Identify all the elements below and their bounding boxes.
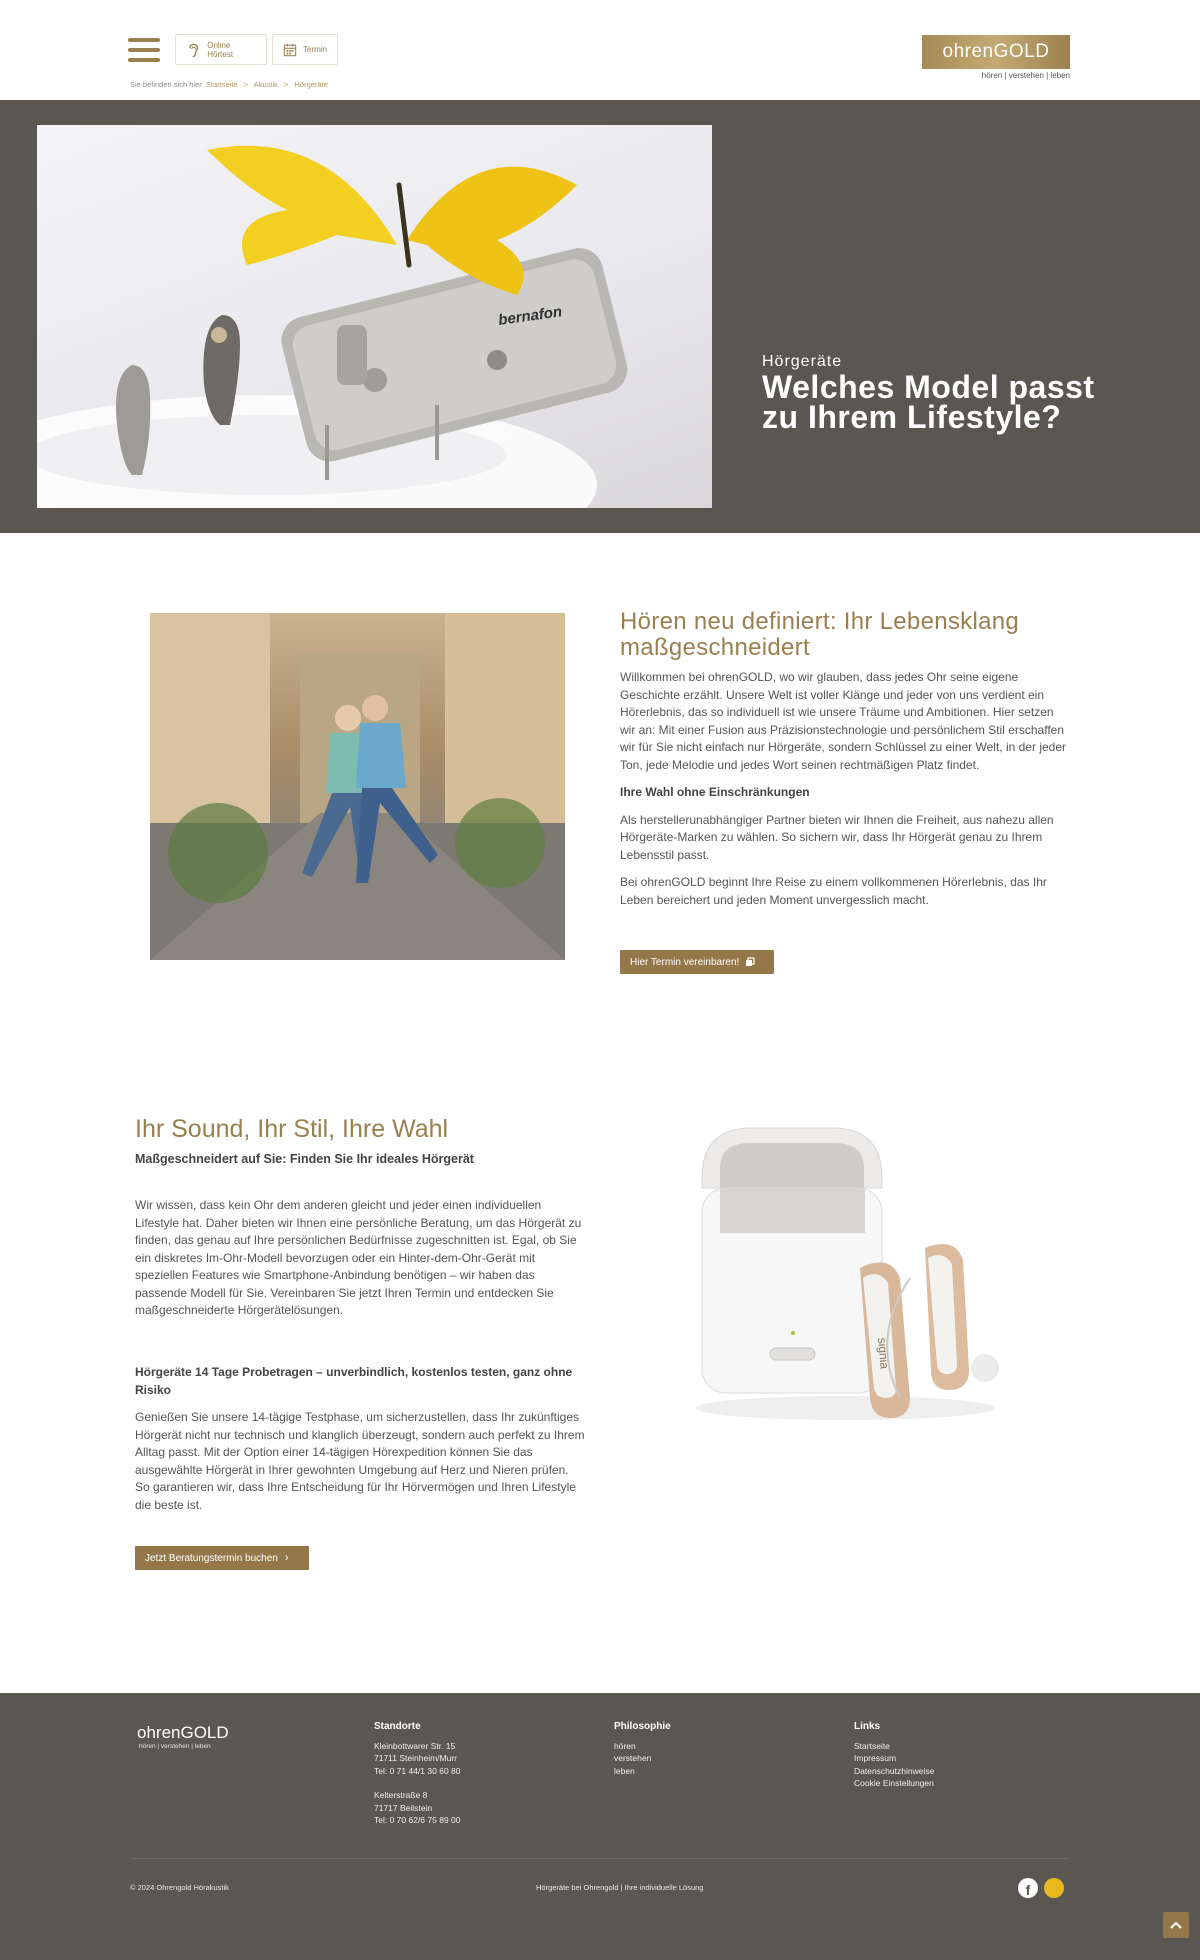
footer-philosophie [614,1721,814,1777]
footer-links [854,1721,1054,1790]
chevron-up-icon [1170,1921,1182,1929]
rating-badge-icon[interactable] [1044,1878,1064,1898]
hero-kicker: Hörgeräte [762,353,843,370]
termin-button[interactable] [272,34,338,65]
couple-dancing-image [150,613,565,960]
facebook-icon[interactable]: f [1018,1878,1038,1898]
scroll-to-top-button[interactable] [1163,1912,1189,1938]
beratungstermin-button[interactable] [135,1546,309,1570]
breadcrumb-hoergeraete[interactable]: Hörgeräte [294,80,328,89]
phone-line[interactable]: Tel: 0 71 44/1 30 60 80 [374,1765,461,1776]
calendar-icon [283,42,297,58]
address-line: 71711 Steinheim/Murr [374,1753,457,1763]
section2-subheading-probetragen: Hörgeräte 14 Tage Probetragen – unverbindlich, kostenlos testen, ganz ohne Risiko [135,1365,573,1397]
footer-divider [130,1858,1070,1859]
device-brand-text: bernafon [497,303,564,329]
hearing-aid-charger-image [680,1118,1010,1428]
address-line: Kelterstraße 8 [374,1790,428,1800]
breadcrumb-akustik[interactable]: Akustik [253,80,278,89]
footer-standorte-heading: Standorte [374,1721,421,1732]
breadcrumb-startseite[interactable]: Startseite [205,80,238,89]
section1-paragraph: Als herstellerunabhängiger Partner bieten wir Ihnen die Freiheit, aus nahezu allen Hörgeräte-Marken zu wählen. So sichern wir, dass Ihr Hörgerät genau zu Ihrem Lebensstil passt. [620,812,1054,862]
hero-image [37,125,712,508]
site-footer [0,1693,1200,1960]
logo-text: ohrenGOLD [942,41,1050,62]
section2-title: Ihr Sound, Ihr Stil, Ihre Wahl [135,1115,449,1143]
breadcrumb [130,80,328,89]
footer-logo-tagline: hören | verstehen | leben [139,1743,211,1750]
online-hoertest-button[interactable] [175,34,267,65]
section1-paragraph: Bei ohrenGOLD beginnt Ihre Reise zu einem vollkommenen Hörerlebnis, das Ihr Leben bereichert und jeden Moment unvergesslich macht. [620,875,1047,907]
footer-center-text: Hörgeräte bei Ohrengold | Ihre individuelle Lösung [536,1883,704,1892]
menu-icon[interactable] [128,38,160,62]
footer-link-startseite[interactable]: Startseite [854,1740,890,1751]
philosophie-item: verstehen [614,1753,652,1763]
chevron-right-icon: › [284,1552,289,1564]
breadcrumb-prefix: Sie befinden sich hier: [130,80,204,89]
footer-standorte [374,1721,574,1827]
breadcrumb-separator: > [243,80,249,89]
section1-paragraph: Willkommen bei ohrenGOLD, wo wir glauben, dass jedes Ohr seine eigene Geschichte erzählt. Unsere Welt ist voller Klänge und jeder von uns verdient ein Hörerlebnis, das so individuell ist wie unsere Träume und Ambitionen. Hier setzen wir an: Mit einer Fusion aus Präzisionstechnologie und persönlichem Stil erschaffen wir für Sie nicht einfach nur Hörgeräte, sondern Schlüssel zu einer Welt, in der jeder Ton, jede Melodie und jedes Wort seinen rechtmäßigen Platz findet. [620,670,1066,772]
logo-tagline: hören | verstehen | leben [981,71,1070,80]
aid-brand-text: signia [875,1337,892,1370]
section1-body [620,669,1070,919]
termin-vereinbaren-button[interactable] [620,950,774,974]
section2-subheading: Maßgeschneidert auf Sie: Finden Sie Ihr ideales Hörgerät [135,1152,474,1166]
section1-subheading: Ihre Wahl ohne Einschränkungen [620,785,810,799]
online-hoertest-label: Online Hörtest [207,40,234,59]
footer-link-cookie[interactable]: Cookie Einstellungen [854,1778,934,1788]
external-link-icon [745,957,755,967]
philosophie-item: hören [614,1740,636,1751]
site-header [0,0,1200,100]
section2-paragraph: Wir wissen, dass kein Ohr dem anderen gleicht und jeder einen individuellen Lifestyle hat. Daher bieten wir Ihnen eine persönliche Beratung, um das Hörgerät zu finden, das genau auf Ihre persönlichen Bedürfnisse zugeschnitten ist. Egal, ob Sie ein diskretes Im-Ohr-Modell bevorzugen oder ein Hinter-dem-Ohr-Gerät mit speziellen Features wie Smartphone-Anbindung benötigen – wir haben das passende Modell für Sie. Vereinbaren Sie jetzt Ihren Termin und entdecken Sie maßgeschneiderte Hörgerätelösungen. [135,1198,582,1317]
phone-line[interactable]: Tel: 0 70 62/6 75 89 00 [374,1815,461,1825]
footer-copyright: © 2024 Ohrengold Hörakustik [130,1883,229,1892]
footer-logo[interactable]: ohrenGOLD [137,1723,229,1742]
footer-link-impressum[interactable]: Impressum [854,1753,897,1763]
termin-label: Termin [302,45,327,54]
footer-links-heading: Links [854,1721,881,1732]
footer-link-datenschutz[interactable]: Datenschutzhinweise [854,1765,935,1776]
hero-title: Welches Model passt zu Ihrem Lifestyle? [762,369,1095,435]
site-logo[interactable] [922,35,1070,69]
ear-icon [186,41,201,59]
philosophie-item: leben [614,1765,635,1776]
section2-paragraph: Genießen Sie unsere 14-tägige Testphase, um sicherzustellen, dass Ihr zukünftiges Hörgerät nicht nur technisch und klanglich überzeugt, sondern auch perfekt zu Ihrem Alltag passt. Mit der Option einer 14-tägigen Hörexpedition können Sie das ausgewählte Hörgerät in Ihrer gewohnten Umgebung auf Herz und Nieren prüfen. So garantieren wir, dass Ihre Entscheidung für Ihr Hörvermögen und Ihren Lifestyle die beste ist. [135,1410,585,1512]
termin-vereinbaren-label: Hier Termin vereinbaren! [630,956,740,968]
address-line: Kleinbottwarer Str. 15 [374,1740,456,1751]
breadcrumb-separator: > [284,80,289,89]
section1-title: Hören neu definiert: Ihr Lebensklang maßgeschneidert [620,608,1020,661]
beratungstermin-label: Jetzt Beratungstermin buchen [145,1552,278,1564]
address-line: 71717 Beilstein [374,1802,433,1813]
hero-banner [0,100,1200,533]
footer-philosophie-heading: Philosophie [614,1721,671,1732]
